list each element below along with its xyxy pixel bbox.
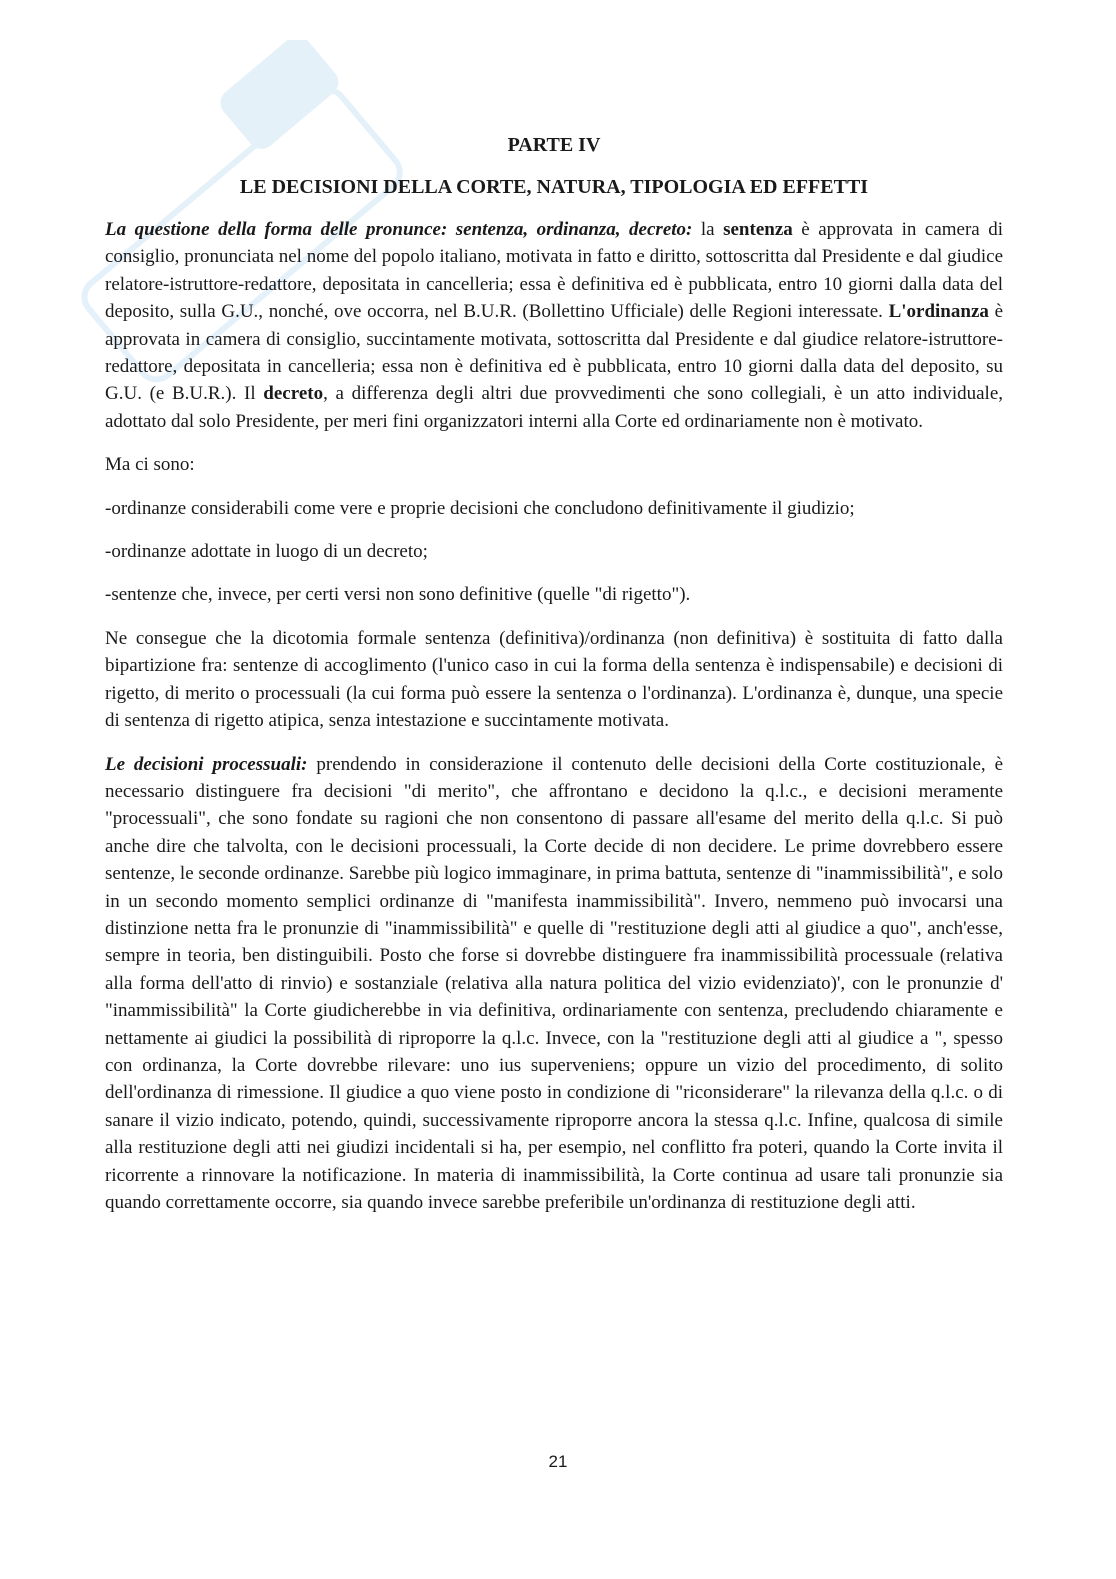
body-text [105,216,1003,1232]
text-run: è approvata in camera di consiglio, pronunciata nel nome del popolo italiano, motivata in fatto e diritto, sottoscritta dal Presidente e dal giudice relatore-istruttore-redattore, depositata in cancelleria; essa è definitiva ed è pubblicata, entro 10 giorni dalla data del deposito, sulla G.U., nonché, ove occorra, nel B.U.R. (Bollettino Ufficiale) delle Regioni interessate. [105,219,1004,323]
bold-term-ordinanza: L'ordinanza [888,301,989,323]
document-page [105,0,1003,1579]
text-run: la [692,219,724,240]
bold-term-decreto: decreto [263,383,324,405]
text-run: è approvata in camera di consiglio, succintamente motivata, sottoscritta dal Presidente e dal giudice relatore-istruttore-redattore, depositata in cancelleria; essa non è definitiva ed è pubblicata, entro 10 giorni dalla data del deposito, su G.U. (e B.U.R.). Il [105,301,1003,405]
paragraph-forma-pronunce [105,216,1003,435]
list-item: -ordinanze adottate in luogo di un decreto; [105,541,428,563]
text-run: prendendo in considerazione il contenuto delle decisioni della Corte costituzionale, è necessario distinguere fra decisioni "di merito", che affrontano e decidono la q.l.c., e decisioni meramente "processuali", che sono fondate su ragioni che non consentono di passare all'esame del merito della q.l.c. Si può anche dire che talvolta, con le decisioni processuali, la Corte decide di non decidere. Le prime dovrebbero essere sentenze, le seconde ordinanze. Sarebbe più logico immaginare, in prima battuta, sentenze di "inammissibilità", e solo in un secondo momento semplici ordinanze di "manifesta inammissibilità". Invero, nemmeno può invocarsi una distinzione netta fra le pronunzie di "inammissibilità" e quelle di "restituzione degli atti al giudice a quo", anch'esse, sempre in teoria, ben distinguibili. Posto che forse si dovrebbe distinguere fra inammissibilità processuale (relativa alla forma dell'atto di rinvio) e sostanziale (relativa alla natura politica del vizio evidenziato)', con le pronunzie d' "inammissibilità" la Corte giudicherebbe in via definitiva, ordinariamente con sentenza, precludendo chiaramente e nettamente ai giudici la possibilità di riproporre la q.l.c. Invece, con la "restituzione degli atti al giudice a ", spesso con ordinanza, la Corte dovrebbe rilevare: uno ius superveniens; oppure un vizio del procedimento, di solito dell'ordinanza di rimessione. Il giudice a quo viene posto in condizione di "riconsiderare" la rilevanza della q.l.c. o di sanare il vizio indicato, potendo, quindi, successivamente riproporre ancora la stessa q.l.c. Infine, qualcosa di simile alla restituzione degli atti nei giudizi incidentali si ha, per esempio, nel conflitto fra poteri, quando la Corte invita il ricorrente a rinnovare la notificazione. In materia di inammissibilità, la Corte continua ad usare tali pronunzie sia quando correttamente occorre, sia quando invece sarebbe preferibile un'ordinanza di restituzione degli atti. [105,753,1003,1213]
paragraph-decisioni-processuali [105,751,1003,1217]
paragraph-lead: Le decisioni processuali: [105,753,308,775]
chapter-title: LE DECISIONI DELLA CORTE, NATURA, TIPOLOGIA ED EFFETTI [239,176,869,198]
paragraph-dicotomia: Ne consegue che la dicotomia formale sentenza (definitiva)/ordinanza (non definitiva) è sostituita di fatto dalla bipartizione fra: sentenze di accoglimento (l'unico caso in cui la forma della sentenza è indispensabile) e decisioni di rigetto, di merito o processuali (la cui forma può essere la sentenza o l'ordinanza). L'ordinanza è, dunque, una specie di sentenza di rigetto atipica, senza intestazione e succintamente motivata. [105,627,1003,732]
list-item: -ordinanze considerabili come vere e proprie decisioni che concludono definitivamente il giudizio; [105,497,855,519]
bold-term-sentenza: sentenza [723,219,793,240]
list-item: -sentenze che, invece, per certi versi non sono definitive (quelle "di rigetto"). [105,584,691,606]
paragraph-lead: La questione della forma delle pronunce: sentenza, ordinanza, decreto: [105,219,693,240]
paragraph-intro-list: Ma ci sono: [105,454,195,476]
part-heading: PARTE IV [507,134,601,156]
text-run: , a differenza degli altri due provvedimenti che sono collegiali, è un atto individuale, adottato dal solo Presidente, per meri fini organizzatori interni alla Corte ed ordinariamente non è motivato. [105,383,1004,432]
page-number: 21 [548,1452,568,1471]
